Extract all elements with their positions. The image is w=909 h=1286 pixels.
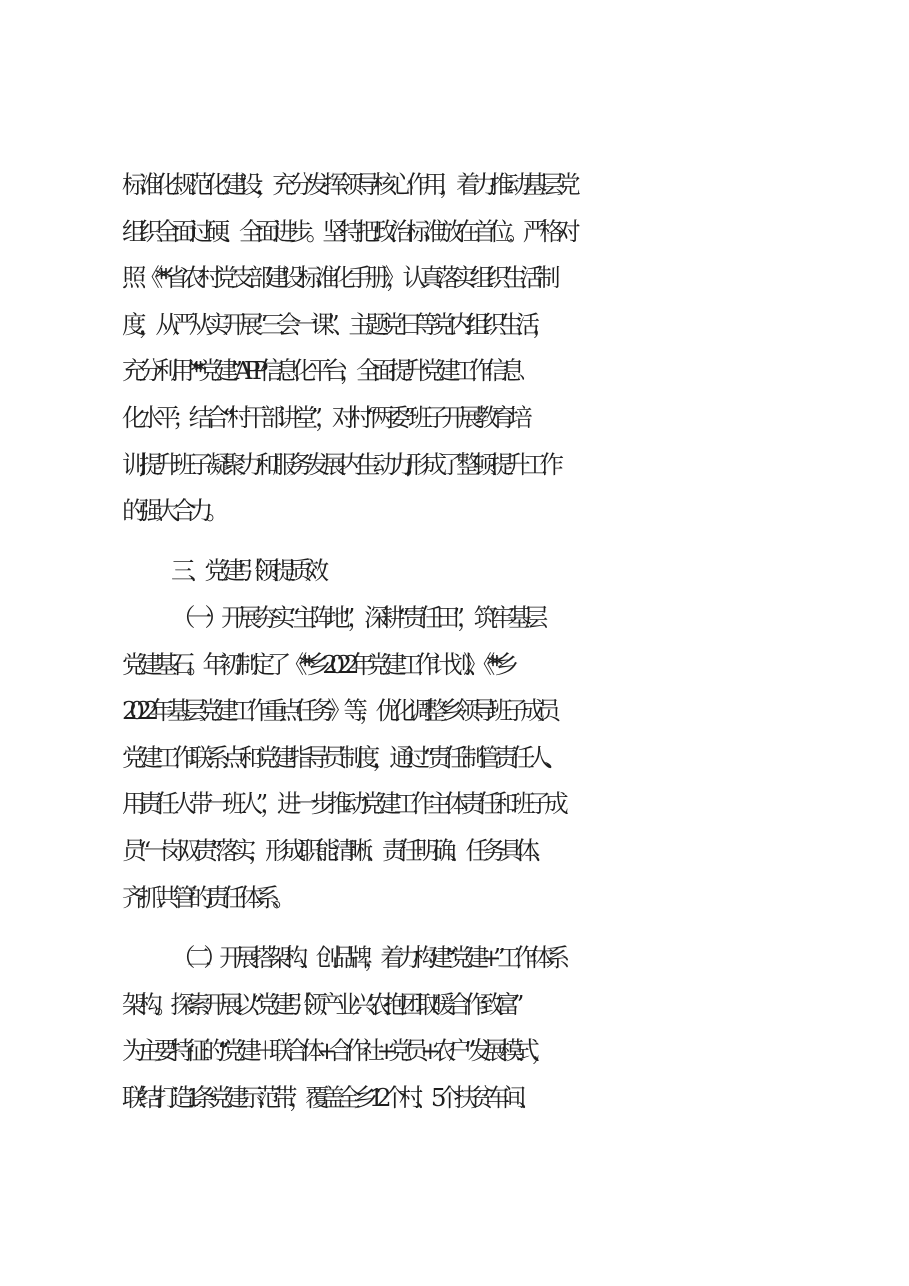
text-line-14: 用责任人带一班人”，进一步推动党建工作主体责任和班子成	[122, 789, 561, 818]
text-line-8: 的强大合力。	[122, 496, 223, 525]
section-heading: 三、党建引领提质效	[171, 556, 322, 585]
text-line-11: 党建基石。年初制定了《**乡 2022 年党建工作计划》、《**乡	[122, 650, 511, 679]
text-line-16: 齐抓共管的责任体系。	[122, 883, 289, 912]
text-line-10: （一）开展夯实“主阵地”，深耕“责任田”，筑牢基层	[171, 603, 541, 632]
text-line-5: 充分利用“**党建”APP 信息化平台，全面提升党建工作信息	[122, 356, 517, 385]
text-line-7: 训,提升班子凝聚力和服务发展内生动力,形成了整顿提升工作	[122, 450, 557, 479]
text-line-20: 联结打造 1 条党建示范带，覆盖全乡 12 个村、5 个扶贫车间、	[122, 1083, 535, 1112]
text-line-12: 2022 年基层党建工作重点任务》等，优化调整乡领导班子成员	[122, 696, 553, 725]
text-line-1: 标准化规范化建设，充分发挥领导核心作用，着力推动基层党	[122, 170, 573, 199]
text-line-13: 党建工作联系点和党建指导员制度，通过“责任制管责任人、	[122, 743, 561, 772]
text-line-19: 为主要特征的“党建＋联合体+合作社+党员+农户”发展模式，	[122, 1036, 548, 1065]
text-line-18: 架构。探索开展以“党建引领产业兴农·抱团取暖合作致富”	[122, 990, 517, 1019]
text-line-17: （二）开展搭架构、创品牌，着力构建“党建+”工作体系	[171, 943, 562, 972]
text-line-3: 照《**省农村党支部建设标准化手册》，认真落实组织生活制	[122, 263, 553, 292]
text-line-2: 组织全面过硬、全面进步。坚持把政治标准放在首位。严格对	[122, 217, 573, 246]
text-line-6: 化水平；结合“村干部讲堂”，对村“两委”班子开展教育培	[122, 403, 525, 432]
text-line-4: 度，从严从实开展“三会一课”、主题党日等党内组织生活，	[122, 310, 549, 339]
text-line-15: 员“一岗双责”落实，形成职能清晰、责任明确、任务具体、	[122, 836, 549, 865]
